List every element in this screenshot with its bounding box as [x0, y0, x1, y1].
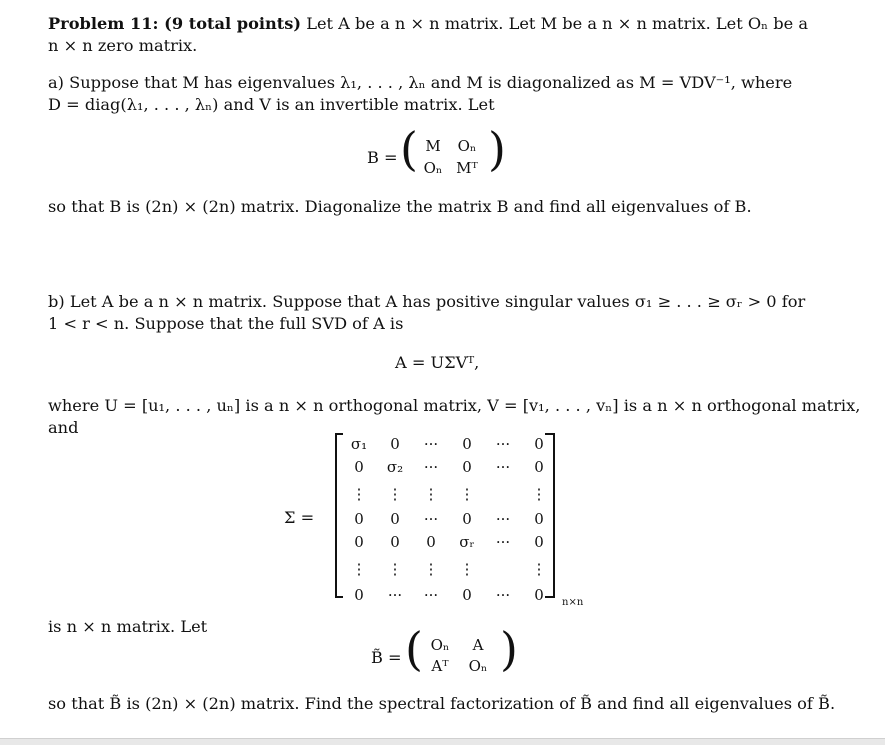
sigma-cell: 0 — [354, 458, 364, 476]
part-b-line2: 1 < r < n. Suppose that the full SVD of A is — [48, 314, 404, 333]
sigma-cell: ⋮ — [351, 485, 367, 503]
sigma-cell: ⋮ — [387, 485, 403, 503]
sigma-cell: 0 — [354, 586, 364, 604]
matrix-b-cell-12: Oₙ — [457, 137, 477, 155]
btilde-cell-12: A — [472, 636, 484, 654]
sigma-cell: ⋮ — [387, 560, 403, 578]
part-a-line3: so that B is (2n) × (2n) matrix. Diagonalize the matrix B and find all eigenvalues of B. — [48, 197, 752, 216]
matrix-b-lhs: B = — [367, 148, 398, 167]
sigma-cell: 0 — [354, 533, 364, 551]
btilde-right-paren: ) — [500, 622, 518, 676]
matrix-b-right-paren: ) — [488, 122, 506, 176]
sigma-cell: 0 — [354, 510, 364, 528]
matrix-b-cell-21: Oₙ — [423, 159, 443, 177]
sigma-size-subscript: n×n — [562, 597, 584, 608]
btilde-cell-21: Aᵀ — [431, 657, 449, 675]
part-b-line3: where U = [u₁, . . . , uₙ] is a n × n orthogonal matrix, V = [v₁, . . . , vₙ] is a n × n orthogonal matrix, — [48, 396, 861, 415]
sigma-cell: ··· — [495, 510, 511, 528]
sigma-cell: ··· — [495, 586, 511, 604]
sigma-cell: ··· — [495, 435, 511, 453]
part-b-line4: and — [48, 418, 79, 437]
sigma-cell: 0 — [462, 435, 472, 453]
sigma-cell: σ₂ — [386, 458, 404, 476]
sigma-cell: σᵣ — [459, 533, 475, 551]
sigma-cell: 0 — [534, 586, 544, 604]
matrix-b-left-paren: ( — [400, 122, 418, 176]
sigma-cell: ⋮ — [423, 560, 439, 578]
sigma-cell: ··· — [423, 510, 439, 528]
problem-intro-text: Let A be a n × n matrix. Let M be a n × n matrix. Let Oₙ be a — [306, 14, 809, 33]
sigma-cell: ⋮ — [459, 560, 475, 578]
matrix-b-cell-22: Mᵀ — [456, 159, 478, 177]
sigma-cell: 0 — [426, 533, 436, 551]
sigma-cell: 0 — [534, 435, 544, 453]
sigma-cell: 0 — [462, 586, 472, 604]
sigma-cell: 0 — [390, 533, 400, 551]
sigma-cell: ⋮ — [423, 485, 439, 503]
sigma-cell: ··· — [423, 458, 439, 476]
problem-intro — [48, 14, 808, 34]
sigma-cell: ··· — [423, 586, 439, 604]
matrix-b-cell-11: M — [425, 137, 441, 155]
sigma-cell: ⋮ — [531, 560, 547, 578]
sigma-cell: ⋮ — [459, 485, 475, 503]
btilde-cell-11: Oₙ — [430, 636, 450, 654]
btilde-left-paren: ( — [405, 622, 423, 676]
sigma-cell: 0 — [390, 435, 400, 453]
sigma-cell: ··· — [495, 458, 511, 476]
sigma-cell: 0 — [462, 458, 472, 476]
bottom-divider — [0, 738, 885, 745]
sigma-cell: 0 — [534, 458, 544, 476]
btilde-cell-22: Oₙ — [468, 657, 488, 675]
sigma-cell: ⋮ — [351, 560, 367, 578]
part-b-line5: is n × n matrix. Let — [48, 617, 208, 636]
sigma-cell: 0 — [462, 510, 472, 528]
part-a-line2: D = diag(λ₁, . . . , λₙ) and V is an invertible matrix. Let — [48, 95, 495, 114]
sigma-left-bracket-top — [335, 433, 343, 435]
problem-header: Problem 11: (9 total points) — [48, 14, 302, 33]
sigma-cell: ··· — [423, 435, 439, 453]
sigma-cell: 0 — [534, 533, 544, 551]
part-b-line6: so that B̃ is (2n) × (2n) matrix. Find the spectral factorization of B̃ and find all eigenvalues of B̃. — [48, 694, 836, 713]
sigma-left-bracket — [335, 433, 337, 598]
sigma-lhs: Σ = — [284, 508, 315, 527]
sigma-cell: ⋮ — [531, 485, 547, 503]
problem-intro-line2: n × n zero matrix. — [48, 36, 198, 55]
part-b-line1: b) Let A be a n × n matrix. Suppose that A has positive singular values σ₁ ≥ . . . ≥ σᵣ > 0 for — [48, 292, 806, 311]
svd-equation: A = UΣVᵀ, — [395, 353, 480, 372]
sigma-cell: ··· — [387, 586, 403, 604]
sigma-cell: σ₁ — [350, 435, 368, 453]
sigma-cell: 0 — [534, 510, 544, 528]
sigma-left-bracket-bottom — [335, 596, 343, 598]
part-a-line1: a) Suppose that M has eigenvalues λ₁, . . . , λₙ and M is diagonalized as M = VDV⁻¹, where — [48, 73, 793, 92]
sigma-cell: ··· — [495, 533, 511, 551]
sigma-cell: 0 — [390, 510, 400, 528]
btilde-lhs: B̃ = — [371, 648, 402, 667]
